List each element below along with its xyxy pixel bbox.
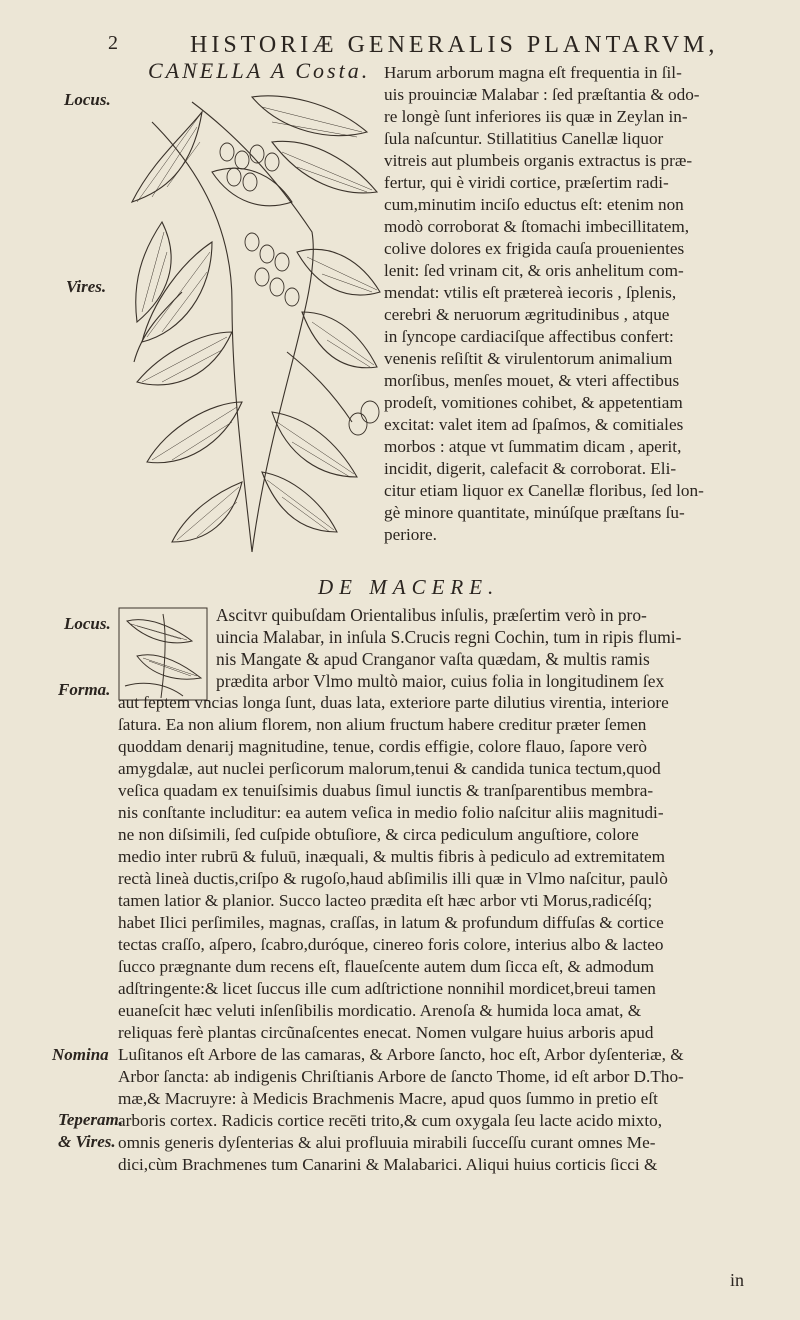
text-line: periore. <box>384 525 437 544</box>
text-line: rectà lineà ductis,criſpo & rugoſo,haud abſimilis illi quæ in Vlmo naſcitur, paulò <box>118 869 668 888</box>
text-line: gè minore quantitate, minúſque præſtans ſu- <box>384 503 685 522</box>
text-line: tamen latior & planior. Succo lacteo prædita eſt hæc arbor vti Morus,radicéſq; <box>118 891 653 910</box>
text-line: morſibus, menſes mouet, & vteri affectibus <box>384 371 680 390</box>
text-line: adſtringente:& licet ſuccus ille cum adſtrictione nonnihil mordicet,breui tamen <box>118 979 656 998</box>
text-line: aut ſeptem vncias longa ſunt, duas lata, exteriore parte dilutius virentia, interiore <box>118 693 669 712</box>
text-line: cerebri & neruorum ægritudinibus , atque <box>384 305 670 324</box>
text-line: uis prouinciæ Malabar : ſed præſtantia & odo- <box>384 85 700 104</box>
text-line: Harum arborum magna eſt frequentia in ſil- <box>384 63 682 82</box>
text-line: tectas craſſo, aſpero, ſcabro,duróque, cinereo foris colore, interius albo & lacteo <box>118 935 664 954</box>
margin-note-locus-2: Locus. <box>64 614 111 633</box>
text-line: colive dolores ex frigida cauſa prouenientes <box>384 239 685 258</box>
text-line: excitat: valet item ad ſpaſmos, & comitiales <box>384 415 684 434</box>
plate-caption: CANELLA A Costa. <box>148 58 371 83</box>
margin-note-locus: Locus. <box>64 90 111 109</box>
text-line: veſica quadam ex tenuiſsimis duabus ſimul iunctis & tranſparentibus membra- <box>118 781 654 800</box>
margin-note-forma: Forma. <box>58 680 111 699</box>
text-line: reliquas ferè plantas circũnaſcentes enecat. Nomen vulgare huius arboris apud <box>118 1023 654 1042</box>
text-line: Arbor ſancta: ab indigenis Chriſtianis Arbore de ſancto Thome, id eſt arbor D.Tho- <box>118 1067 684 1086</box>
margin-note-teperam: Teperam. <box>58 1110 124 1129</box>
page-number: 2 <box>108 32 118 54</box>
text-line: incidit, digerit, calefacit & corroborat. Eli- <box>384 459 677 478</box>
text-line: dici,cùm Brachmenes tum Canarini & Malabarici. Aliqui huius corticis ſicci & <box>118 1155 658 1174</box>
text-line: citur etiam liquor ex Canellæ floribus, ſed lon- <box>384 481 704 500</box>
text-line: vitreis aut plumbeis organis extractus is præ- <box>384 151 693 170</box>
text-line: arboris cortex. Radicis cortice recēti trito,& cum oxygala ſeu lacte acido mixto, <box>118 1111 663 1130</box>
body-text <box>118 692 684 1176</box>
text-line: nis Mangate & apud Cranganor vaſta quædam, & multis ramis <box>216 649 650 669</box>
text-line: mæ,& Macruyre: à Medicis Brachmenis Macre, apud quos ſummo in pretio eſt <box>118 1089 658 1108</box>
text-line: omnis generis dyſenterias & alui profluuia mirabili ſucceſſu curant omnes Me- <box>118 1133 656 1152</box>
catchword: in <box>730 1270 745 1290</box>
text-line: cum,minutim inciſo eductus eſt: etenim non <box>384 195 684 214</box>
upper-text-column <box>384 62 784 546</box>
text-line: euaneſcit hæc veluti inſenſibilis mordicatio. Arenoſa & humida loca amat, & <box>118 1001 642 1020</box>
running-title: HISTORIÆ GENERALIS PLANTARVM, <box>190 32 719 58</box>
text-line: ſula naſcuntur. Stillatitius Canellæ liquor <box>384 129 664 148</box>
text-line: modò corroborat & ſtomachi imbecillitatem, <box>384 217 689 236</box>
margin-note-vires-2: & Vires. <box>58 1132 116 1151</box>
text-line: quoddam denarij magnitudine, tenue, cordis effigie, colore flauo, ſapore verò <box>118 737 647 756</box>
text-line: venenis reſiſtit & virulentorum animalium <box>384 349 673 368</box>
section-heading: DE MACERE. <box>318 575 500 599</box>
margin-note-vires: Vires. <box>66 277 107 296</box>
text-line: habet Ilici perſimiles, magnas, craſſas, in latum & profundum diffuſas & cortice <box>118 913 664 932</box>
text-line: nis conſtante includitur: ea autem veſica in medio folio naſcitur aliis magnitudi- <box>118 803 664 822</box>
text-line: Luſitanos eſt Arbore de las camaras, & Arbore ſancto, hoc eſt, Arbor dyſenteriæ, & <box>118 1045 684 1064</box>
text-line: re longè ſunt inferiores iis quæ in Zeylan in- <box>384 107 688 126</box>
canella-plant-woodcut <box>122 82 384 562</box>
text-line: prædita arbor Vlmo multò maior, cuius folia in longitudinem ſex <box>216 671 665 691</box>
text-line: ne non diſsimili, ſed cuſpide obtuſiore, & circa pediculum anguſtiore, colore <box>118 825 639 844</box>
text-line: morbos : atque vt ſummatim dicam , aperit, <box>384 437 682 456</box>
indented-text <box>216 604 681 692</box>
text-line: prodeſt, vomitiones cohibet, & appetentiam <box>384 393 683 412</box>
text-line: mendat: vtilis eſt prætereà iecoris , ſplenis, <box>384 283 677 302</box>
text-line: amygdalæ, aut nuclei perſicorum malorum,tenui & candida tunica tectum,quod <box>118 759 661 778</box>
text-line: lenit: ſed vrinam cit, & oris anhelitum com- <box>384 261 684 280</box>
text-line: Ascitvr quibuſdam Orientalibus inſulis, præſertim verò in pro- <box>216 605 647 625</box>
margin-note-nomina: Nomina <box>52 1045 109 1064</box>
text-line: in ſyncope cardiaciſque affectibus confert: <box>384 327 674 346</box>
text-line: uincia Malabar, in inſula S.Crucis regni Cochin, tum in ripis flumi- <box>216 627 682 647</box>
text-line: fertur, qui è viridi cortice, præſertim radi- <box>384 173 669 192</box>
text-line: ſucco prægnante dum recens eſt, flaueſcente autem dum ſicca eſt, & admodum <box>118 957 654 976</box>
text-line: ſatura. Ea non alium florem, non alium fructum habere creditur præter ſemen <box>118 715 647 734</box>
text-line: medio inter rubrū & fuluū, inæquali, & multis fibris à pediculo ad extremitatem <box>118 847 666 866</box>
macre-plant-woodcut <box>117 606 209 702</box>
